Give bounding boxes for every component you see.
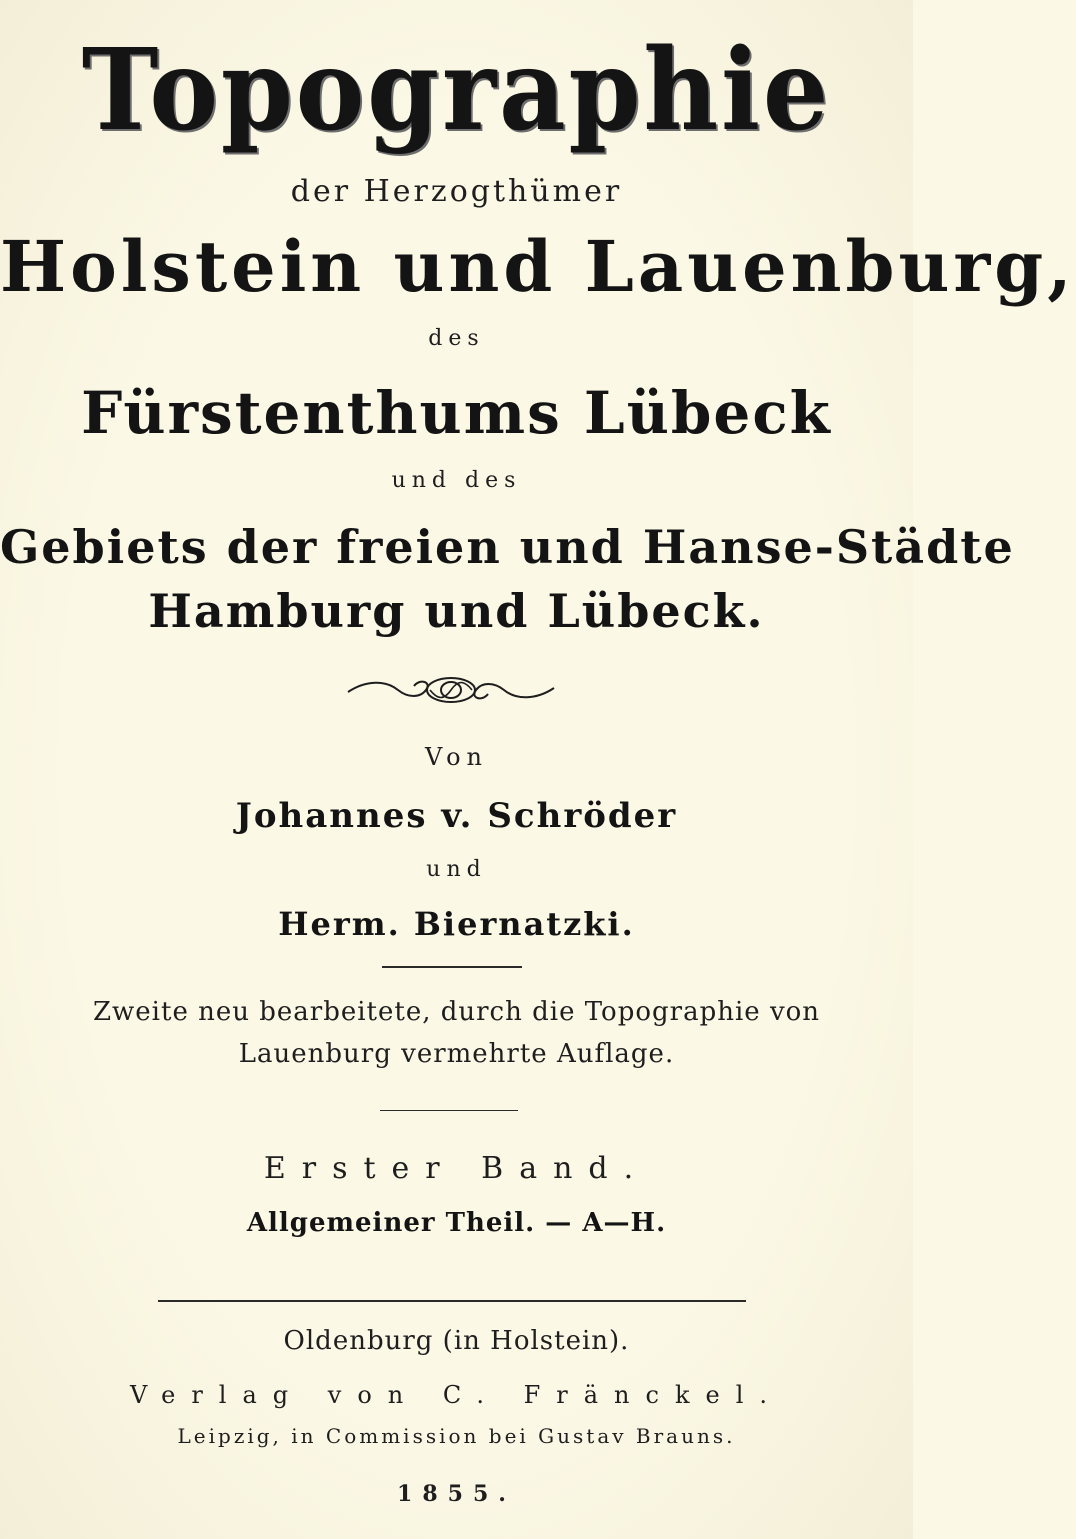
flourish-ornament (346, 670, 556, 710)
volume-part: Allgemeiner Theil. — A—H. (246, 1208, 667, 1238)
subtitle-hamburg-luebeck: Hamburg und Lübeck. (148, 584, 765, 638)
connector-und-des: und des (391, 468, 522, 493)
subtitle-fuerstenthums-luebeck: Fürstenthums Lübeck (81, 379, 832, 447)
divider-rule (382, 966, 522, 968)
and-label: und (426, 857, 487, 882)
author-schroeder: Johannes v. Schröder (235, 796, 678, 836)
volume-label: Erster Band. (263, 1151, 650, 1186)
imprint-place: Oldenburg (in Holstein). (283, 1326, 630, 1356)
divider-rule (380, 1110, 518, 1111)
subtitle-gebiets-hanse-staedte: Gebiets der freien und Hanse-Städte (0, 520, 1015, 574)
by-label: Von (424, 743, 489, 771)
edition-line-1: Zweite neu bearbeitete, durch die Topographie von (92, 997, 821, 1027)
imprint-year: 1855. (397, 1481, 516, 1507)
edition-line-2: Lauenburg vermehrte Auflage. (238, 1039, 675, 1069)
imprint-publisher: Verlag von C. Fränckel. (129, 1381, 784, 1409)
connector-des: des (428, 326, 485, 351)
imprint-rule (158, 1300, 746, 1302)
author-biernatzki: Herm. Biernatzki. (278, 905, 635, 943)
imprint-commission: Leipzig, in Commission bei Gustav Brauns. (177, 1424, 736, 1448)
subtitle-holstein-lauenburg: Holstein und Lauenburg, (0, 225, 1076, 308)
book-title: Topographie (81, 25, 832, 156)
subtitle-line-herzogthuemer: der Herzogthümer (290, 174, 623, 209)
